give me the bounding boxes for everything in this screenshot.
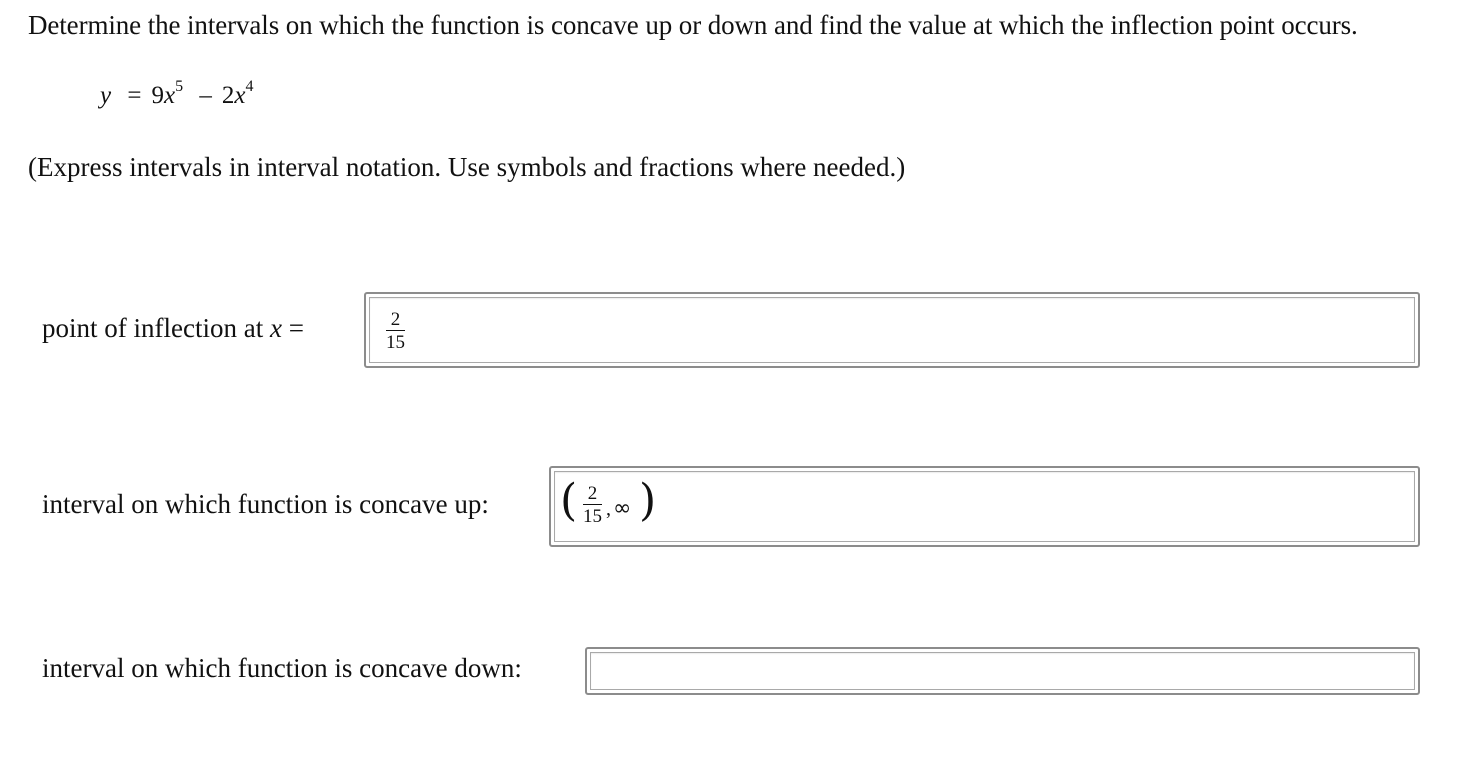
concave-down-answer-field[interactable] [585, 647, 1420, 695]
term1-exp: 5 [175, 78, 184, 95]
close-paren: ) [639, 475, 657, 526]
fraction-bar [386, 330, 405, 331]
inflection-denominator: 15 [386, 332, 405, 353]
instructions: (Express intervals in interval notation. Use symbols and fractions where needed.) [28, 152, 906, 182]
equation-minus: – [199, 82, 212, 109]
equation-equals: = [127, 82, 142, 109]
inflection-answer-inner[interactable] [369, 297, 1415, 363]
fraction-bar [583, 504, 602, 505]
term1-var: x [163, 82, 176, 109]
inflection-numerator: 2 [390, 309, 401, 330]
inflection-var: x [269, 313, 282, 343]
term2-coef: 2 [221, 82, 235, 109]
question-prompt: Determine the intervals on which the function is concave up or down and find the value at which the inflection point occurs. [28, 10, 1358, 40]
infinity-symbol: ∞ [613, 496, 632, 521]
open-paren: ( [560, 475, 578, 526]
term2-exp: 4 [245, 78, 254, 95]
interval-comma: , [606, 498, 611, 520]
term2-var: x [234, 82, 246, 109]
inflection-fraction [386, 310, 405, 352]
equation-lhs: y [100, 82, 112, 109]
inflection-answer-field[interactable] [364, 292, 1420, 368]
inflection-label [42, 313, 304, 344]
concave-up-fraction [583, 484, 602, 526]
concave-up-answer-field[interactable] [549, 466, 1420, 547]
concave-down-label: interval on which function is concave down: [42, 653, 522, 683]
inflection-label-text: point of inflection at [42, 313, 264, 343]
inflection-equals: = [288, 313, 304, 343]
concave-up-denominator: 15 [583, 506, 602, 527]
function-equation [100, 78, 254, 110]
term1-coef: 9 [151, 82, 164, 109]
concave-down-answer-inner[interactable] [590, 652, 1415, 690]
concave-up-answer-inner[interactable] [554, 471, 1415, 542]
concave-up-label: interval on which function is concave up: [42, 489, 489, 519]
concave-up-numerator: 2 [587, 483, 598, 504]
